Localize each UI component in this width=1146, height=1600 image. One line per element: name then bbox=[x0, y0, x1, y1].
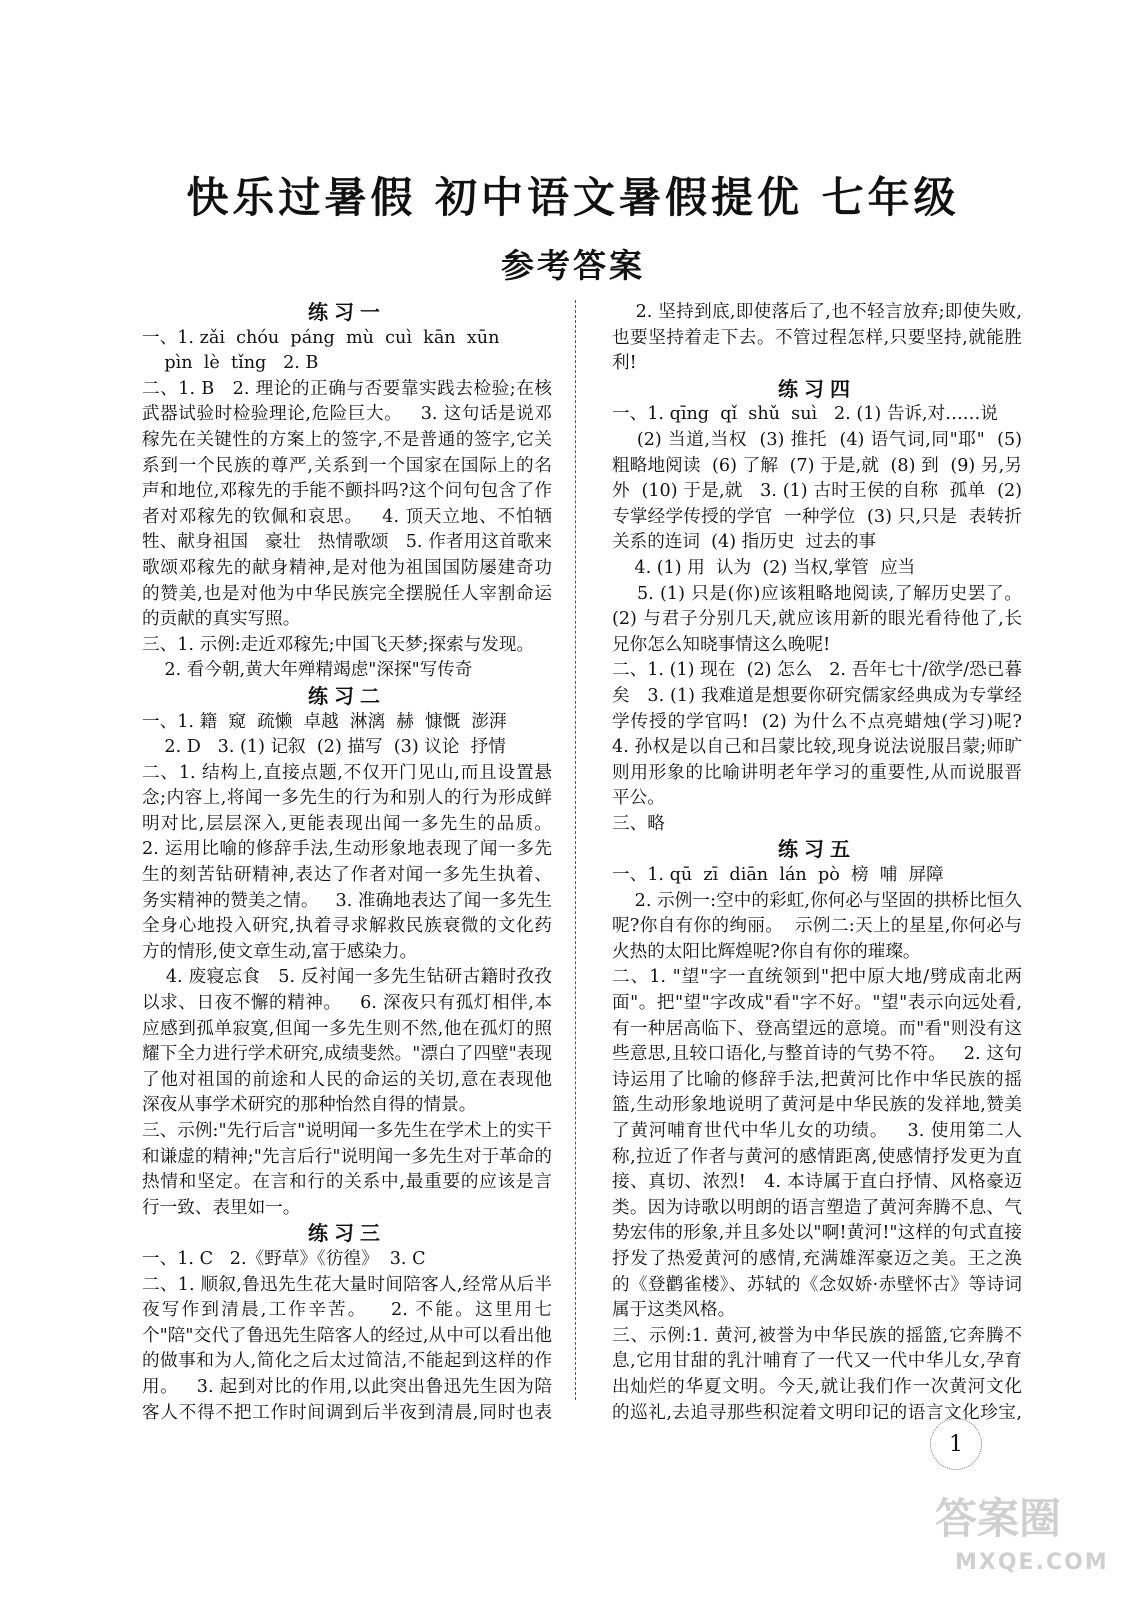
exercise-3-continued: 2. 坚持到底,即使落后了,也不轻言放弃;即使失败,也要坚持着走下去。不管过程怎样,只要坚持,就能胜利! bbox=[612, 302, 1022, 374]
exercise-3-part-2: 二、1. 顺叙,鲁迅先生花大量时间陪客人,经常从后半夜写作到清晨,工作辛苦。 2. 不能。这里用七个"陪"交代了鲁迅先生陪客人的经过,从中可以看出他的做事和为人,简化之后太过简洁,不能起到这样的作用。 3. 起到对比的作用,以此突出鲁迅先生因为陪客人不得不把工作时间调到后半夜到清晨,同时也表 bbox=[142, 1274, 552, 1420]
exercise-1-part-2: 二、1. B 2. 理论的正确与否要靠实践去检验;在核武器试验时检验理论,危险巨大。 3. 这句话是说邓稼先在关键性的方案上的签字,不是普通的签字,它关系到一个民族的尊严,关系到一个国家在国际上的名声和地位,邓稼先的手能不颤抖吗?这个问句包含了作者对邓稼先的钦佩和哀思。 4. 顶天立地、不怕牺牲、献身祖国 豪壮 热情歌颂 5. 作者用这首歌来歌颂邓稼先的献身精神,是对他为祖国国防屡建奇功的赞美,也是对他为中华民族完全摆脱任人宰割命运的贡献的真实写照。 bbox=[142, 378, 552, 630]
exercise-4-part-2: 二、1. (1) 现在 (2) 怎么 2. 吾年七十/欲学/恐已暮矣 3. (1) 我难道是想要你研究儒家经典成为专掌经学传授的学官吗! (2) 为什么不点亮蜡烛(学习)呢? 4. 孙权是以自己和吕蒙比较,现身说法说服吕蒙;师旷则用形象的比喻讲明老年学习的重要性,从而说服晋平公。 bbox=[612, 660, 1022, 809]
left-column bbox=[142, 300, 552, 1420]
exercise-5-part-3: 三、示例:1. 黄河,被誉为中华民族的摇篮,它奔腾不息,它用甘甜的乳汁哺育了一代又一代中华儿女,孕育出灿烂的华夏文明。今天,就让我们作一次黄河文化的巡礼,去追寻那些积淀着文明印记的语言文化珍宝, bbox=[612, 1325, 1022, 1420]
exercise-4-part-3: 三、略 bbox=[612, 813, 665, 834]
exercise-2-part-1: 一、1. 籍 窥 疏懒 卓越 淋漓 赫 慷慨 澎湃 2. D 3. (1) 记叙 (2) 描写 (3) 议论 抒情 bbox=[142, 711, 507, 758]
page-subtitle: 参考答案 bbox=[501, 246, 645, 285]
page-number: 1 bbox=[930, 1418, 982, 1470]
exercise-4-part-1: 一、1. qīng qǐ shǔ suì 2. (1) 告诉,对……说 (2) 当道,当权 (3) 推托 (4) 语气词,同"耶" (5) 粗略地阅读 (6) 了解 (7) 于是,就 (8) 到 (9) 另,另外 (10) 于是,就 3. (1) 古时王侯的自称 孤单 (2) 专掌经学传授的学官 一种学位 (3) 只,只是 表转折关系的连词 (4) 指历史 过去的事 4. (1) 用 认为 (2) 当权,掌管 应当 5. (1) 只是(你)应该粗略地阅读,了解历史罢了。 (2) 与君子分别几天,就应该用新的眼光看待他了,长兄你怎么知晓事情这么晚呢! bbox=[612, 404, 1022, 655]
right-column bbox=[612, 300, 1022, 1420]
exercise-5-part-1: 一、1. qū zī diān lán pò 榜 哺 屏障 2. 示例一:空中的彩虹,你何必与坚固的拱桥比恒久呢?你自有你的绚丽。 示例二:天上的星星,你何必与火热的太阳比辉煌呢?你自有你的璀璨。 bbox=[612, 865, 1022, 962]
exercise-1-part-1: 一、1. zǎi chóu páng mù cuì kān xūn pìn lè tǐng 2. B bbox=[142, 327, 500, 374]
watermark-bottom-text: MXQE.COM bbox=[955, 1550, 1109, 1575]
exercise-5-part-2: 二、1. "望"字一直统领到"把中原大地/劈成南北两面"。把"望"字改成"看"字不好。"望"表示向远处看,有一种居高临下、登高望远的意境。而"看"则没有这些意思,且较口语化,与整首诗的气势不符。 2. 这句诗运用了比喻的修辞手法,把黄河比作中华民族的摇篮,生动形象地说明了黄河是中华民族的发祥地,赞美了黄河哺育世代中华儿女的功绩。 3. 使用第二人称,拉近了作者与黄河的感情距离,使感情抒发更为直接、真切、浓烈! 4. 本诗属于直白抒情、风格豪迈类。因为诗歌以明朗的语言塑造了黄河奔腾不息、气势宏伟的形象,并且多处以"啊!黄河!"这样的句式直接抒发了热爱黄河的感情,充满雄浑豪迈之美。王之涣的《登鹳雀楼》、苏轼的《念奴娇·赤壁怀古》等诗词属于这类风格。 bbox=[612, 967, 1022, 1321]
column-divider bbox=[575, 300, 576, 1400]
exercise-3-heading: 练习三 bbox=[308, 1221, 386, 1246]
exercise-1-part-3: 三、1. 示例:走近邓稼先;中国飞天梦;探索与发现。 2. 看今朝,黄大年殚精竭虑"深探"写传奇 bbox=[142, 634, 535, 681]
exercise-2-part-2: 二、1. 结构上,直接点题,不仅开门见山,而且设置悬念;内容上,将闻一多先生的行为和别人的行为形成鲜明对比,层层深入,更能表现出闻一多先生的品质。 2. 运用比喻的修辞手法,生动形象地表现了闻一多先生的刻苦钻研精神,表达了作者对闻一多先生执着、务实精神的赞美之情。 3. 准确地表达了闻一多先生全身心地投入研究,执着寻求解救民族衰微的文化药方的情形,使文章生动,富于感染力。 4. 废寝忘食 5. 反衬闻一多先生钻研古籍时孜孜以求、日夜不懈的精神。 6. 深夜只有孤灯相伴,本应感到孤单寂寞,但闻一多先生则不然,他在孤灯的照耀下全力进行学术研究,成绩斐然。"漂白了四壁"表现了他对祖国的前途和人民的命运的关切,意在表现他深夜从事学术研究的那种怡然自得的情景。 bbox=[142, 762, 552, 1116]
page-title: 快乐过暑假 初中语文暑假提优 七年级 bbox=[186, 173, 960, 222]
watermark-logo bbox=[925, 1480, 1125, 1590]
exercise-2-heading: 练习二 bbox=[308, 683, 386, 708]
exercise-3-part-1: 一、1. C 2.《野草》《彷徨》 3. C bbox=[142, 1248, 426, 1269]
exercise-4-heading: 练习四 bbox=[778, 376, 856, 401]
exercise-5-heading: 练习五 bbox=[778, 837, 856, 862]
exercise-2-part-3: 三、示例:"先行后言"说明闻一多先生在学术上的实干和谦虚的精神;"先言后行"说明闻一多先生对于革命的热情和坚定。在言和行的关系中,最重要的应该是言行一致、表里如一。 bbox=[142, 1121, 552, 1218]
exercise-1-heading: 练习一 bbox=[308, 300, 386, 324]
watermark-top-text: 答案圈 bbox=[935, 1494, 1062, 1543]
